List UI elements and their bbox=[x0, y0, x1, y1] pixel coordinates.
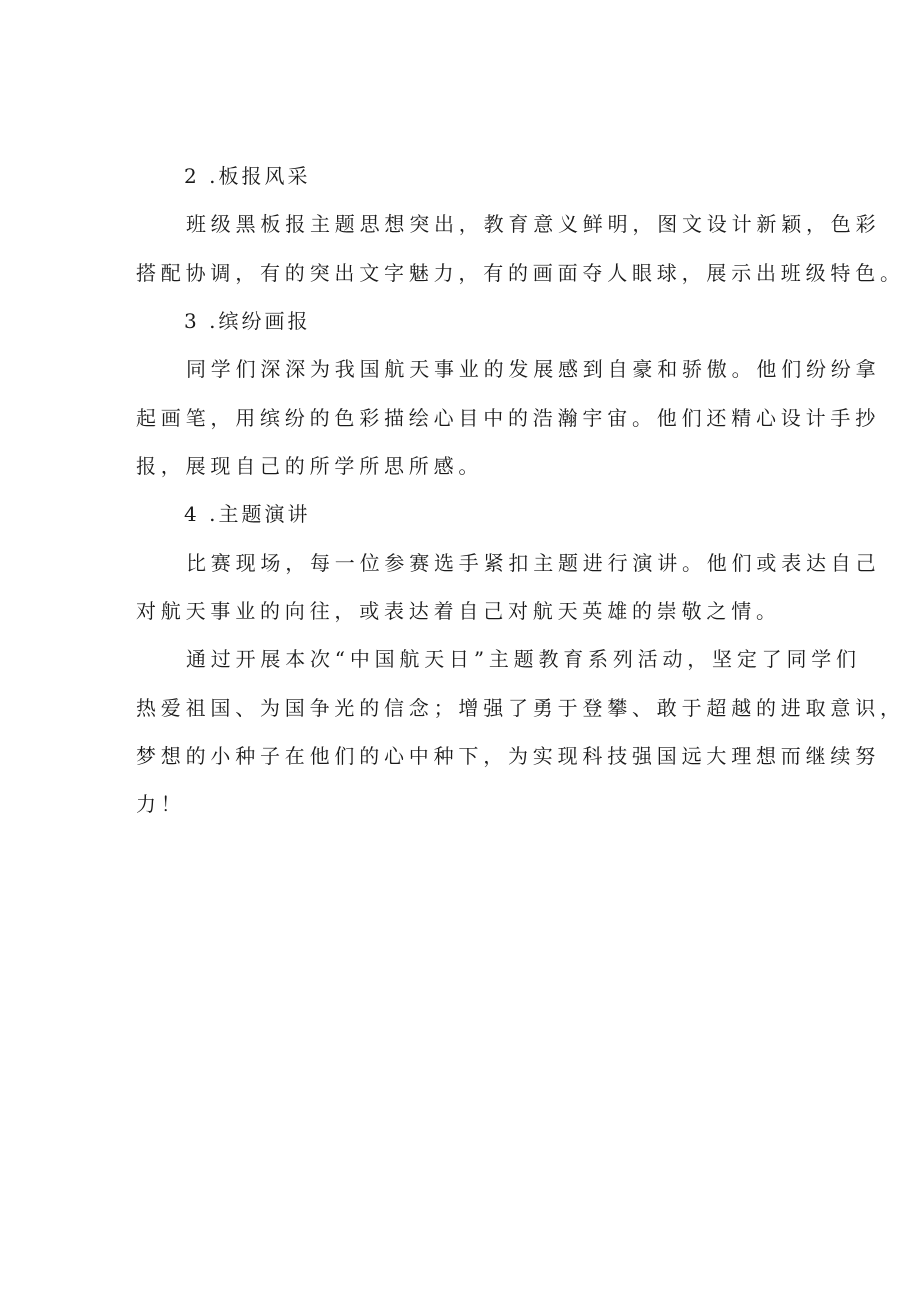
section-heading: 4 .主题演讲 bbox=[184, 502, 311, 526]
paragraph-line: 班级黑板报主题思想突出，教育意义鲜明，图文设计新颖，色彩 bbox=[186, 212, 881, 236]
conclusion-line: 力！ bbox=[136, 792, 186, 816]
conclusion-line: 热爱祖国、为国争光的信念；增强了勇于登攀、敢于超越的进取意识， bbox=[136, 696, 905, 720]
paragraph-line: 报，展现自己的所学所思所感。 bbox=[136, 454, 484, 478]
conclusion-line: 通过开展本次“中国航天日”主题教育系列活动，坚定了同学们 bbox=[186, 647, 861, 671]
paragraph-line: 比赛现场，每一位参赛选手紧扣主题进行演讲。他们或表达自己 bbox=[186, 551, 881, 575]
section-heading: 3 .缤纷画报 bbox=[184, 309, 311, 333]
paragraph-line: 搭配协调，有的突出文字魅力，有的画面夺人眼球，展示出班级特色。 bbox=[136, 261, 905, 285]
paragraph-line: 对航天事业的向往，或表达着自己对航天英雄的崇敬之情。 bbox=[136, 599, 781, 623]
conclusion-line: 梦想的小种子在他们的心中种下，为实现科技强国远大理想而继续努 bbox=[136, 744, 880, 768]
paragraph-line: 同学们深深为我国航天事业的发展感到自豪和骄傲。他们纷纷拿 bbox=[186, 357, 881, 381]
paragraph-line: 起画笔，用缤纷的色彩描绘心目中的浩瀚宇宙。他们还精心设计手抄 bbox=[136, 406, 880, 430]
section-heading: 2 .板报风采 bbox=[184, 164, 311, 188]
